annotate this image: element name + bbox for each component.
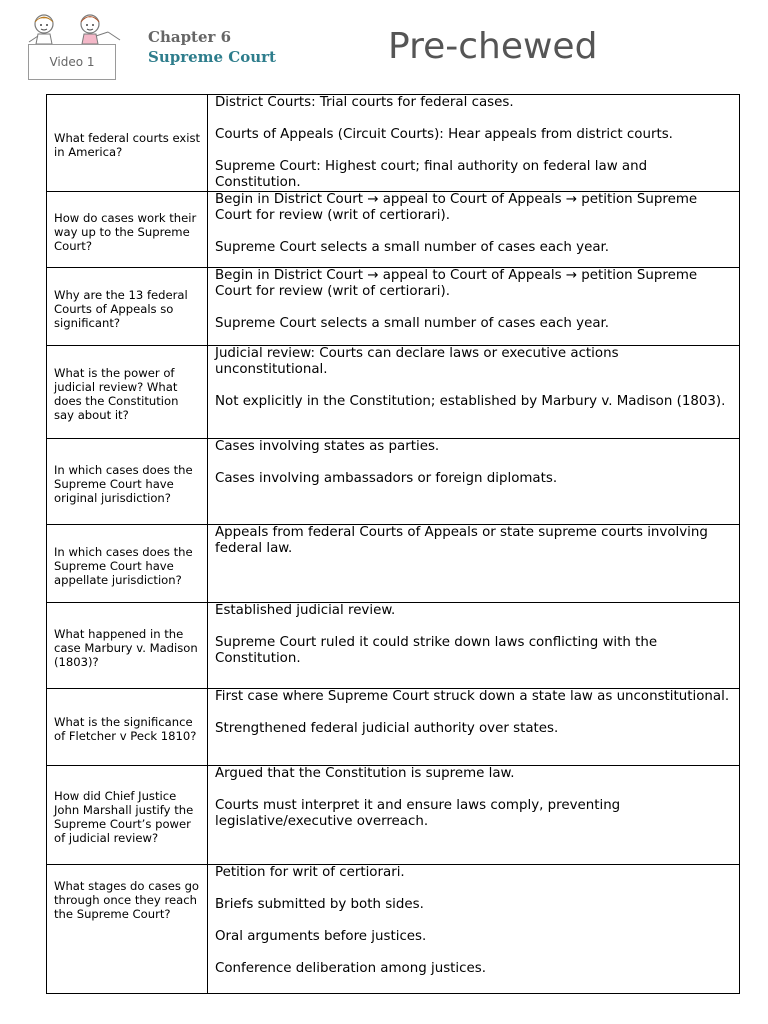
table-row bbox=[47, 192, 740, 268]
logo-card-label: Video 1 bbox=[28, 44, 116, 80]
answer-cell bbox=[208, 865, 740, 994]
table-row bbox=[47, 766, 740, 865]
question-cell: What happened in the case Marbury v. Madison (1803)? bbox=[47, 603, 208, 689]
answer-line: Supreme Court selects a small number of cases each year. bbox=[215, 316, 610, 331]
table-row bbox=[47, 439, 740, 525]
answer-line: Supreme Court ruled it could strike down laws conflicting with the Constitution. bbox=[215, 635, 658, 666]
answer-cell bbox=[208, 603, 740, 689]
answer-cell bbox=[208, 525, 740, 603]
answer-line: Argued that the Constitution is supreme law. bbox=[215, 766, 515, 781]
answer-cell bbox=[208, 95, 740, 192]
question-cell: In which cases does the Supreme Court have appellate jurisdiction? bbox=[47, 525, 208, 603]
question-cell: How did Chief Justice John Marshall justify the Supreme Court’s power of judicial review? bbox=[47, 766, 208, 865]
page-header bbox=[0, 0, 768, 90]
answer-line: Strengthened federal judicial authority over states. bbox=[215, 721, 559, 736]
table-row bbox=[47, 95, 740, 192]
qa-table bbox=[46, 94, 740, 994]
answer-line: Cases involving states as parties. bbox=[215, 439, 440, 454]
question-cell: In which cases does the Supreme Court have original jurisdiction? bbox=[47, 439, 208, 525]
answer-cell bbox=[208, 439, 740, 525]
answer-line: Appeals from federal Courts of Appeals or state supreme courts involving federal law. bbox=[215, 525, 708, 556]
answer-line: Judicial review: Courts can declare laws or executive actions unconstitutional. bbox=[215, 346, 619, 377]
table-row bbox=[47, 603, 740, 689]
question-cell: What is the power of judicial review? What does the Constitution say about it? bbox=[47, 346, 208, 439]
chapter-label: Chapter 6 bbox=[148, 28, 232, 46]
answer-line: Courts must interpret it and ensure laws comply, preventing legislative/executive overreach. bbox=[215, 798, 621, 829]
answer-line: Begin in District Court → appeal to Court of Appeals → petition Supreme Court for review (writ of certiorari). bbox=[215, 268, 698, 299]
answer-line: Briefs submitted by both sides. bbox=[215, 897, 424, 912]
table-row bbox=[47, 268, 740, 346]
question-cell: How do cases work their way up to the Supreme Court? bbox=[47, 192, 208, 268]
question-cell: What federal courts exist in America? bbox=[47, 95, 208, 192]
question-cell: What stages do cases go through once they reach the Supreme Court? bbox=[47, 865, 208, 994]
answer-line: Conference deliberation among justices. bbox=[215, 961, 486, 976]
answer-line: Supreme Court selects a small number of cases each year. bbox=[215, 240, 610, 255]
table-row bbox=[47, 865, 740, 994]
answer-cell bbox=[208, 689, 740, 766]
cartoon-logo bbox=[24, 10, 124, 80]
answer-line: Petition for writ of certiorari. bbox=[215, 865, 405, 880]
answer-line: Courts of Appeals (Circuit Courts): Hear appeals from district courts. bbox=[215, 127, 673, 142]
answer-line: Oral arguments before justices. bbox=[215, 929, 427, 944]
answer-line: Cases involving ambassadors or foreign diplomats. bbox=[215, 471, 558, 486]
answer-line: Established judicial review. bbox=[215, 603, 396, 618]
answer-cell bbox=[208, 268, 740, 346]
question-cell: What is the significance of Fletcher v Peck 1810? bbox=[47, 689, 208, 766]
answer-cell bbox=[208, 192, 740, 268]
answer-line: Begin in District Court → appeal to Court of Appeals → petition Supreme Court for review (writ of certiorari). bbox=[215, 192, 698, 223]
answer-line: First case where Supreme Court struck down a state law as unconstitutional. bbox=[215, 689, 730, 704]
table-row bbox=[47, 346, 740, 439]
page-title: Pre-chewed bbox=[388, 26, 598, 67]
answer-cell bbox=[208, 346, 740, 439]
answer-line: Not explicitly in the Constitution; established by Marbury v. Madison (1803). bbox=[215, 394, 726, 409]
table-row bbox=[47, 689, 740, 766]
subject-label: Supreme Court bbox=[148, 48, 276, 66]
answer-cell bbox=[208, 766, 740, 865]
question-cell: Why are the 13 federal Courts of Appeals so significant? bbox=[47, 268, 208, 346]
table-row bbox=[47, 525, 740, 603]
answer-line: District Courts: Trial courts for federal cases. bbox=[215, 95, 514, 110]
answer-line: Supreme Court: Highest court; final authority on federal law and Constitution. bbox=[215, 159, 648, 190]
